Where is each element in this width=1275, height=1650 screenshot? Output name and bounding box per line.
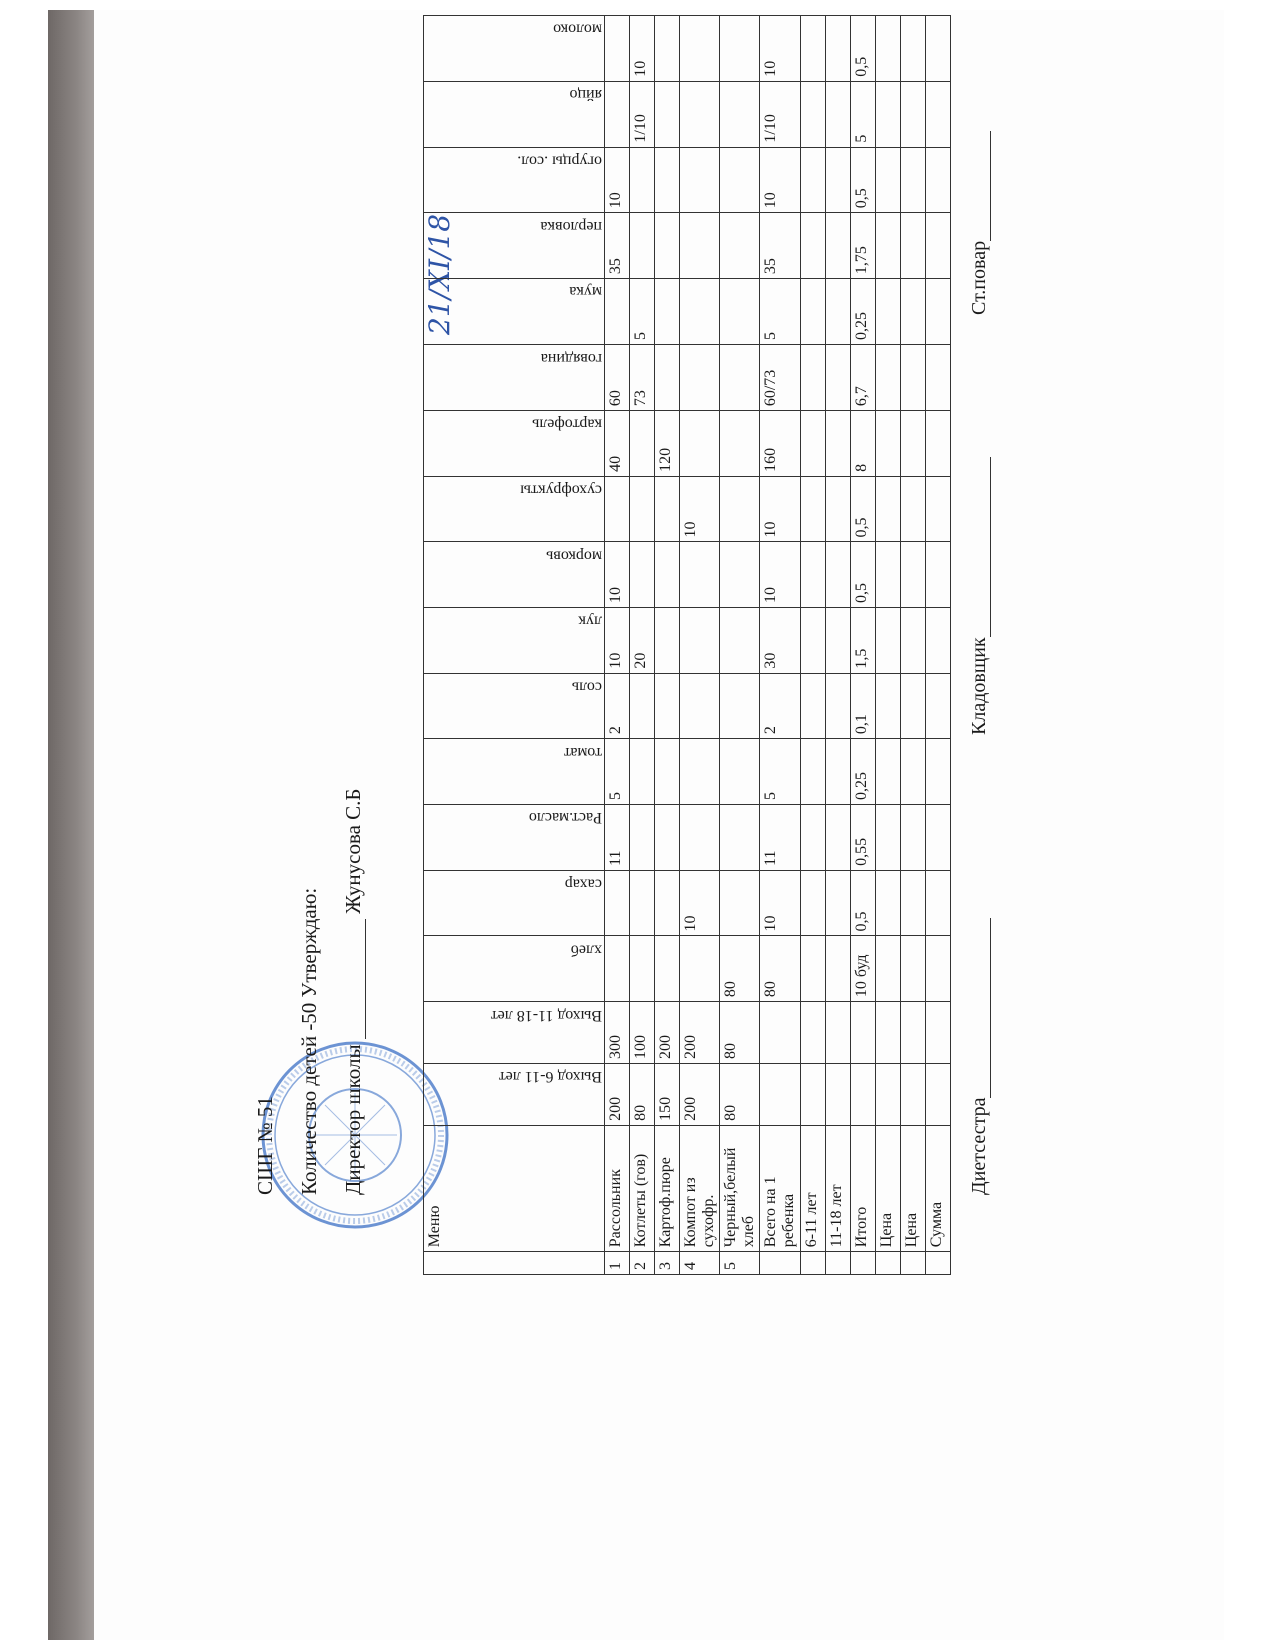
row-product-value bbox=[720, 476, 760, 542]
row-product-value bbox=[655, 16, 680, 82]
row-product-value: 11 bbox=[760, 805, 800, 871]
row-dish-name: Рассольник bbox=[605, 1125, 630, 1251]
row-number bbox=[800, 1252, 825, 1275]
product-header: картофель bbox=[424, 411, 605, 477]
chef-label: Ст.повар bbox=[968, 240, 990, 315]
table-row bbox=[800, 16, 825, 1275]
row-product-value: 1,75 bbox=[850, 213, 875, 279]
row-output-6-11 bbox=[825, 1064, 850, 1126]
row-product-value bbox=[630, 147, 655, 213]
row-product-value bbox=[875, 805, 900, 871]
row-product-value: 10 bbox=[680, 476, 720, 542]
row-product-value bbox=[720, 213, 760, 279]
row-product-value bbox=[875, 673, 900, 739]
row-product-value: 0,5 bbox=[850, 147, 875, 213]
product-header: огурцы .сол. bbox=[424, 147, 605, 213]
row-product-value bbox=[680, 213, 720, 279]
row-product-value: 160 bbox=[760, 411, 800, 477]
row-output-6-11: 80 bbox=[630, 1064, 655, 1126]
dietsister-label: Диетсестра bbox=[968, 1097, 990, 1195]
row-product-value bbox=[680, 147, 720, 213]
header-row bbox=[424, 16, 605, 1275]
row-product-value: 10 bbox=[630, 16, 655, 82]
row-product-value bbox=[875, 344, 900, 410]
row-output-11-18 bbox=[875, 1002, 900, 1064]
row-product-value bbox=[925, 739, 950, 805]
row-number: 3 bbox=[655, 1252, 680, 1275]
row-product-value bbox=[655, 739, 680, 805]
row-product-value: 20 bbox=[630, 608, 655, 674]
row-product-value bbox=[925, 81, 950, 147]
row-product-value bbox=[875, 16, 900, 82]
row-product-value: 73 bbox=[630, 344, 655, 410]
row-product-value bbox=[605, 81, 630, 147]
row-product-value: 10 bbox=[760, 147, 800, 213]
row-product-value bbox=[800, 213, 825, 279]
row-product-value bbox=[900, 16, 925, 82]
row-product-value: 35 bbox=[605, 213, 630, 279]
row-product-value bbox=[900, 739, 925, 805]
row-product-value bbox=[800, 673, 825, 739]
product-header: перловка bbox=[424, 213, 605, 279]
row-output-6-11 bbox=[925, 1064, 950, 1126]
row-product-value bbox=[800, 476, 825, 542]
row-output-11-18: 200 bbox=[655, 1002, 680, 1064]
product-header: яйцо bbox=[424, 81, 605, 147]
row-product-value bbox=[720, 81, 760, 147]
row-product-value bbox=[925, 870, 950, 936]
table-row bbox=[825, 16, 850, 1275]
row-product-value bbox=[680, 608, 720, 674]
table-row bbox=[900, 16, 925, 1275]
row-dish-name: Итого bbox=[850, 1125, 875, 1251]
row-number: 5 bbox=[720, 1252, 760, 1275]
row-product-value bbox=[680, 936, 720, 1002]
row-product-value bbox=[800, 608, 825, 674]
product-header: сухофрукты bbox=[424, 476, 605, 542]
row-product-value bbox=[875, 279, 900, 345]
row-product-value bbox=[655, 476, 680, 542]
row-output-11-18 bbox=[800, 1002, 825, 1064]
row-output-11-18 bbox=[900, 1002, 925, 1064]
row-product-value bbox=[605, 279, 630, 345]
row-dish-name: Цена bbox=[900, 1125, 925, 1251]
row-number bbox=[850, 1252, 875, 1275]
director-signature-line bbox=[340, 919, 366, 1039]
row-product-value bbox=[630, 739, 655, 805]
table-row bbox=[760, 16, 800, 1275]
row-product-value: 40 bbox=[605, 411, 630, 477]
row-output-11-18 bbox=[760, 1002, 800, 1064]
row-product-value bbox=[720, 344, 760, 410]
row-product-value bbox=[630, 411, 655, 477]
row-product-value: 11 bbox=[605, 805, 630, 871]
row-product-value bbox=[900, 936, 925, 1002]
school-title: СШГ № 51 bbox=[253, 1096, 277, 1195]
row-output-11-18: 300 bbox=[605, 1002, 630, 1064]
row-product-value bbox=[720, 739, 760, 805]
row-product-value bbox=[825, 279, 850, 345]
row-product-value: 10 bbox=[605, 147, 630, 213]
row-product-value bbox=[655, 279, 680, 345]
row-product-value bbox=[720, 608, 760, 674]
row-product-value bbox=[800, 279, 825, 345]
row-product-value bbox=[875, 870, 900, 936]
row-product-value bbox=[720, 870, 760, 936]
director-line bbox=[340, 789, 366, 1195]
row-product-value bbox=[800, 81, 825, 147]
row-product-value bbox=[925, 805, 950, 871]
row-product-value bbox=[630, 870, 655, 936]
row-product-value bbox=[680, 81, 720, 147]
row-product-value bbox=[825, 805, 850, 871]
row-product-value bbox=[605, 16, 630, 82]
row-product-value bbox=[900, 213, 925, 279]
table-row bbox=[680, 16, 720, 1275]
table-row bbox=[605, 16, 630, 1275]
row-product-value: 5 bbox=[630, 279, 655, 345]
row-dish-name: Всего на 1 ребенка bbox=[760, 1125, 800, 1251]
row-product-value: 10 буд bbox=[850, 936, 875, 1002]
row-product-value bbox=[800, 411, 825, 477]
row-product-value bbox=[825, 476, 850, 542]
row-product-value bbox=[655, 213, 680, 279]
row-product-value: 1/10 bbox=[760, 81, 800, 147]
row-product-value bbox=[655, 542, 680, 608]
row-product-value: 1,5 bbox=[850, 608, 875, 674]
row-dish-name: Компот из сухофр. bbox=[680, 1125, 720, 1251]
row-product-value bbox=[900, 344, 925, 410]
row-product-value bbox=[925, 476, 950, 542]
row-product-value bbox=[800, 870, 825, 936]
row-product-value: 30 bbox=[760, 608, 800, 674]
row-product-value bbox=[900, 542, 925, 608]
row-product-value bbox=[630, 673, 655, 739]
row-product-value bbox=[900, 608, 925, 674]
row-product-value bbox=[925, 147, 950, 213]
row-product-value bbox=[825, 673, 850, 739]
table-row bbox=[850, 16, 875, 1275]
row-dish-name: Картоф.пюре bbox=[655, 1125, 680, 1251]
row-product-value bbox=[720, 16, 760, 82]
table-row bbox=[925, 16, 950, 1275]
chef-signature bbox=[967, 131, 991, 315]
row-product-value: 0,5 bbox=[850, 476, 875, 542]
row-product-value bbox=[900, 81, 925, 147]
row-product-value bbox=[875, 147, 900, 213]
product-header: лук bbox=[424, 608, 605, 674]
row-product-value bbox=[825, 739, 850, 805]
row-dish-name: Черный,белый хлеб bbox=[720, 1125, 760, 1251]
row-product-value bbox=[875, 739, 900, 805]
row-product-value bbox=[900, 673, 925, 739]
handwritten-date: 21/XI/18 bbox=[423, 213, 456, 335]
row-number: 4 bbox=[680, 1252, 720, 1275]
row-dish-name: 6-11 лет bbox=[800, 1125, 825, 1251]
row-product-value: 6,7 bbox=[850, 344, 875, 410]
row-product-value: 2 bbox=[760, 673, 800, 739]
row-product-value bbox=[720, 542, 760, 608]
row-product-value: 1/10 bbox=[630, 81, 655, 147]
row-product-value bbox=[925, 344, 950, 410]
row-product-value bbox=[630, 805, 655, 871]
row-product-value bbox=[720, 279, 760, 345]
row-product-value bbox=[900, 805, 925, 871]
product-header: хлеб bbox=[424, 936, 605, 1002]
row-output-6-11 bbox=[800, 1064, 825, 1126]
table-row bbox=[655, 16, 680, 1275]
row-product-value bbox=[825, 344, 850, 410]
table-row bbox=[720, 16, 760, 1275]
product-header: молоко bbox=[424, 16, 605, 82]
row-product-value bbox=[925, 279, 950, 345]
row-product-value bbox=[655, 673, 680, 739]
col-output-11-18: Выход 11-18 лет bbox=[424, 1002, 605, 1064]
row-number bbox=[925, 1252, 950, 1275]
row-product-value bbox=[875, 608, 900, 674]
row-output-6-11 bbox=[875, 1064, 900, 1126]
row-product-value bbox=[655, 81, 680, 147]
row-output-6-11: 200 bbox=[680, 1064, 720, 1126]
row-output-11-18: 80 bbox=[720, 1002, 760, 1064]
row-output-6-11: 200 bbox=[605, 1064, 630, 1126]
row-product-value: 5 bbox=[850, 81, 875, 147]
row-product-value: 2 bbox=[605, 673, 630, 739]
storekeeper-label: Кладовщик bbox=[968, 637, 990, 735]
row-product-value bbox=[825, 81, 850, 147]
row-output-11-18 bbox=[850, 1002, 875, 1064]
row-output-6-11 bbox=[760, 1064, 800, 1126]
row-product-value bbox=[680, 542, 720, 608]
product-header: мука bbox=[424, 279, 605, 345]
row-product-value: 0,25 bbox=[850, 739, 875, 805]
row-product-value bbox=[655, 147, 680, 213]
row-product-value bbox=[875, 81, 900, 147]
row-product-value bbox=[720, 805, 760, 871]
row-product-value bbox=[925, 608, 950, 674]
row-product-value bbox=[925, 542, 950, 608]
row-product-value bbox=[925, 16, 950, 82]
row-product-value bbox=[925, 673, 950, 739]
table-row bbox=[630, 16, 655, 1275]
row-product-value bbox=[720, 411, 760, 477]
row-product-value bbox=[800, 739, 825, 805]
row-product-value bbox=[720, 673, 760, 739]
row-product-value bbox=[875, 936, 900, 1002]
row-product-value: 0,5 bbox=[850, 542, 875, 608]
row-output-11-18: 100 bbox=[630, 1002, 655, 1064]
row-product-value bbox=[680, 411, 720, 477]
row-product-value bbox=[800, 805, 825, 871]
row-product-value bbox=[655, 936, 680, 1002]
row-product-value bbox=[900, 147, 925, 213]
row-number: 2 bbox=[630, 1252, 655, 1275]
row-product-value bbox=[925, 411, 950, 477]
num-header bbox=[424, 1252, 605, 1275]
product-header: говядина bbox=[424, 344, 605, 410]
row-product-value bbox=[825, 870, 850, 936]
row-product-value bbox=[605, 476, 630, 542]
row-product-value bbox=[680, 344, 720, 410]
children-count: Количество детей -50 Утверждаю: bbox=[297, 887, 321, 1195]
row-number: 1 bbox=[605, 1252, 630, 1275]
row-product-value bbox=[800, 147, 825, 213]
row-product-value: 8 bbox=[850, 411, 875, 477]
product-header: сахар bbox=[424, 870, 605, 936]
row-product-value: 0,5 bbox=[850, 870, 875, 936]
row-product-value bbox=[825, 608, 850, 674]
row-product-value bbox=[630, 213, 655, 279]
row-product-value bbox=[825, 542, 850, 608]
row-product-value bbox=[825, 936, 850, 1002]
row-product-value bbox=[925, 936, 950, 1002]
row-number bbox=[760, 1252, 800, 1275]
director-name: Жунусова С.Б bbox=[341, 788, 365, 914]
row-product-value: 35 bbox=[760, 213, 800, 279]
row-product-value: 10 bbox=[605, 542, 630, 608]
row-product-value bbox=[655, 608, 680, 674]
row-product-value bbox=[680, 279, 720, 345]
row-number bbox=[825, 1252, 850, 1275]
row-product-value bbox=[680, 739, 720, 805]
row-product-value: 10 bbox=[760, 476, 800, 542]
row-output-6-11 bbox=[850, 1064, 875, 1126]
product-header: томат bbox=[424, 739, 605, 805]
row-product-value bbox=[825, 411, 850, 477]
row-product-value: 80 bbox=[720, 936, 760, 1002]
row-dish-name: Сумма bbox=[925, 1125, 950, 1251]
row-product-value: 60 bbox=[605, 344, 630, 410]
row-output-6-11: 80 bbox=[720, 1064, 760, 1126]
row-product-value bbox=[900, 870, 925, 936]
menu-table bbox=[423, 15, 951, 1275]
storekeeper-signature bbox=[967, 457, 991, 735]
row-product-value: 10 bbox=[680, 870, 720, 936]
row-dish-name: 11-18 лет bbox=[825, 1125, 850, 1251]
row-product-value bbox=[655, 805, 680, 871]
row-product-value bbox=[925, 213, 950, 279]
row-number bbox=[875, 1252, 900, 1275]
row-product-value bbox=[605, 870, 630, 936]
row-product-value: 0,5 bbox=[850, 16, 875, 82]
row-product-value bbox=[605, 936, 630, 1002]
row-product-value bbox=[800, 16, 825, 82]
row-product-value bbox=[800, 542, 825, 608]
row-product-value: 5 bbox=[605, 739, 630, 805]
row-product-value: 5 bbox=[760, 739, 800, 805]
row-number bbox=[900, 1252, 925, 1275]
row-dish-name: Котлеты (гов) bbox=[630, 1125, 655, 1251]
row-product-value bbox=[630, 476, 655, 542]
row-product-value bbox=[875, 476, 900, 542]
director-label: Директор школы bbox=[341, 1044, 365, 1195]
row-product-value: 10 bbox=[760, 870, 800, 936]
row-product-value bbox=[900, 279, 925, 345]
row-product-value bbox=[720, 147, 760, 213]
row-product-value: 60/73 bbox=[760, 344, 800, 410]
row-product-value: 80 bbox=[760, 936, 800, 1002]
row-product-value bbox=[800, 344, 825, 410]
row-product-value: 0,25 bbox=[850, 279, 875, 345]
row-output-11-18: 200 bbox=[680, 1002, 720, 1064]
row-product-value bbox=[800, 936, 825, 1002]
row-product-value bbox=[630, 542, 655, 608]
row-product-value bbox=[875, 542, 900, 608]
row-product-value: 10 bbox=[760, 542, 800, 608]
row-dish-name: Цена bbox=[875, 1125, 900, 1251]
rotated-document bbox=[245, 15, 1005, 1275]
product-header: морковь bbox=[424, 542, 605, 608]
row-product-value bbox=[680, 16, 720, 82]
row-product-value bbox=[680, 673, 720, 739]
row-output-11-18 bbox=[825, 1002, 850, 1064]
row-product-value bbox=[680, 805, 720, 871]
col-output-6-11: Выход 6-11 лет bbox=[424, 1064, 605, 1126]
row-product-value bbox=[900, 476, 925, 542]
row-output-6-11: 150 bbox=[655, 1064, 680, 1126]
row-product-value bbox=[875, 411, 900, 477]
row-product-value: 5 bbox=[760, 279, 800, 345]
row-product-value bbox=[900, 411, 925, 477]
row-output-11-18 bbox=[925, 1002, 950, 1064]
row-output-6-11 bbox=[900, 1064, 925, 1126]
row-product-value bbox=[655, 344, 680, 410]
row-product-value: 10 bbox=[605, 608, 630, 674]
table-row bbox=[875, 16, 900, 1275]
row-product-value bbox=[630, 936, 655, 1002]
row-product-value: 0,55 bbox=[850, 805, 875, 871]
row-product-value: 120 bbox=[655, 411, 680, 477]
menu-header: Меню bbox=[424, 1125, 605, 1251]
row-product-value bbox=[655, 870, 680, 936]
scan-binding-edge bbox=[48, 10, 94, 1640]
row-product-value bbox=[875, 213, 900, 279]
product-header: соль bbox=[424, 673, 605, 739]
product-header: Раст.масло bbox=[424, 805, 605, 871]
dietsister-signature bbox=[967, 918, 991, 1195]
row-product-value bbox=[825, 213, 850, 279]
row-product-value: 0,1 bbox=[850, 673, 875, 739]
row-product-value bbox=[825, 16, 850, 82]
row-product-value bbox=[825, 147, 850, 213]
row-product-value: 10 bbox=[760, 16, 800, 82]
